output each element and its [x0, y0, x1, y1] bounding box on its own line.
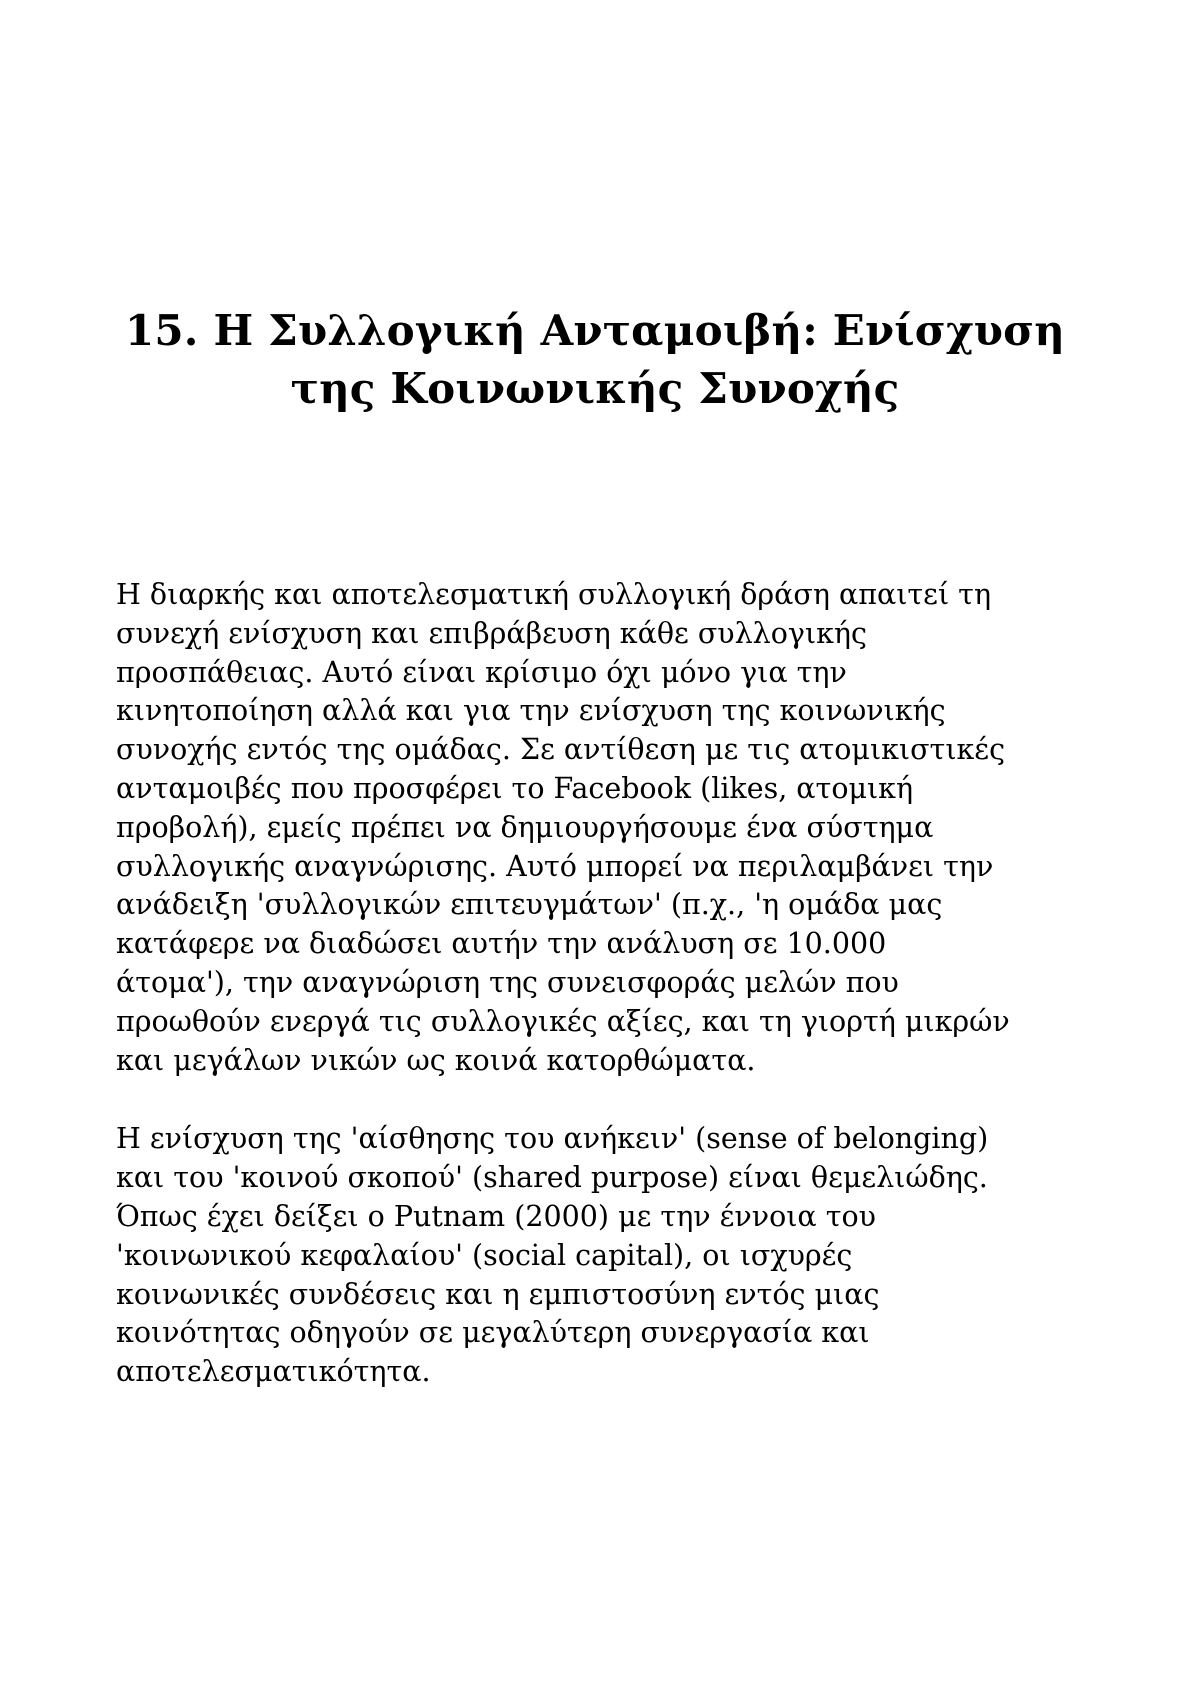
text-line: άτομα'), την αναγνώριση της συνεισφοράς μελών που: [116, 965, 899, 999]
text-line: προσπάθειας. Αυτό είναι κρίσιμο όχι μόνο για την: [116, 655, 847, 689]
text-line: Όπως έχει δείξει ο Putnam (2000) με την έννοια του: [116, 1199, 876, 1233]
text-line: συλλογικής αναγνώρισης. Αυτό μπορεί να περιλαμβάνει την: [116, 849, 994, 883]
body-text: [116, 576, 1076, 1392]
text-line: και μεγάλων νικών ως κοινά κατορθώματα.: [116, 1043, 756, 1077]
text-line: αποτελεσματικότητα.: [116, 1355, 431, 1389]
text-line: συνοχής εντός της ομάδας. Σε αντίθεση με τις ατομικιστικές: [116, 733, 1006, 767]
paragraph-collective-reward: [116, 576, 1076, 1080]
text-line: ανταμοιβές που προσφέρει το Facebook (likes, ατομική: [116, 771, 914, 805]
text-line: 'κοινωνικού κεφαλαίου' (social capital), οι ισχυρές: [116, 1238, 853, 1272]
text-line: κινητοποίηση αλλά και για την ενίσχυση της κοινωνικής: [116, 694, 946, 728]
text-line: Η ενίσχυση της 'αίσθησης του ανήκειν' (sense of belonging): [116, 1122, 989, 1156]
text-line: κατάφερε να διαδώσει αυτήν την ανάλυση σε 10.000: [116, 927, 887, 961]
text-line: και του 'κοινού σκοπού' (shared purpose) είναι θεμελιώδης.: [116, 1161, 988, 1195]
paragraph-sense-of-belonging: [116, 1120, 1076, 1392]
text-line: Η διαρκής και αποτελεσματική συλλογική δράση απαιτεί τη: [116, 578, 992, 611]
chapter-title-line: 15. Η Συλλογική Ανταμοιβή: Ενίσχυση: [124, 306, 1066, 355]
text-line: προβολή), εμείς πρέπει να δημιουργήσουμε ένα σύστημα: [116, 810, 934, 844]
text-line: συνεχή ενίσχυση και επιβράβευση κάθε συλλογικής: [116, 616, 867, 650]
chapter-title: [100, 302, 1090, 418]
text-line: κοινότητας οδηγούν σε μεγαλύτερη συνεργασία και: [116, 1316, 870, 1350]
text-line: ανάδειξη 'συλλογικών επιτευγμάτων' (π.χ., 'η ομάδα μας: [116, 888, 943, 922]
text-line: κοινωνικές συνδέσεις και η εμπιστοσύνη εντός μιας: [116, 1277, 880, 1311]
chapter-title-line: της Κοινωνικής Συνοχής: [290, 364, 900, 413]
text-line: προωθούν ενεργά τις συλλογικές αξίες, και τη γιορτή μικρών: [116, 1004, 1010, 1038]
